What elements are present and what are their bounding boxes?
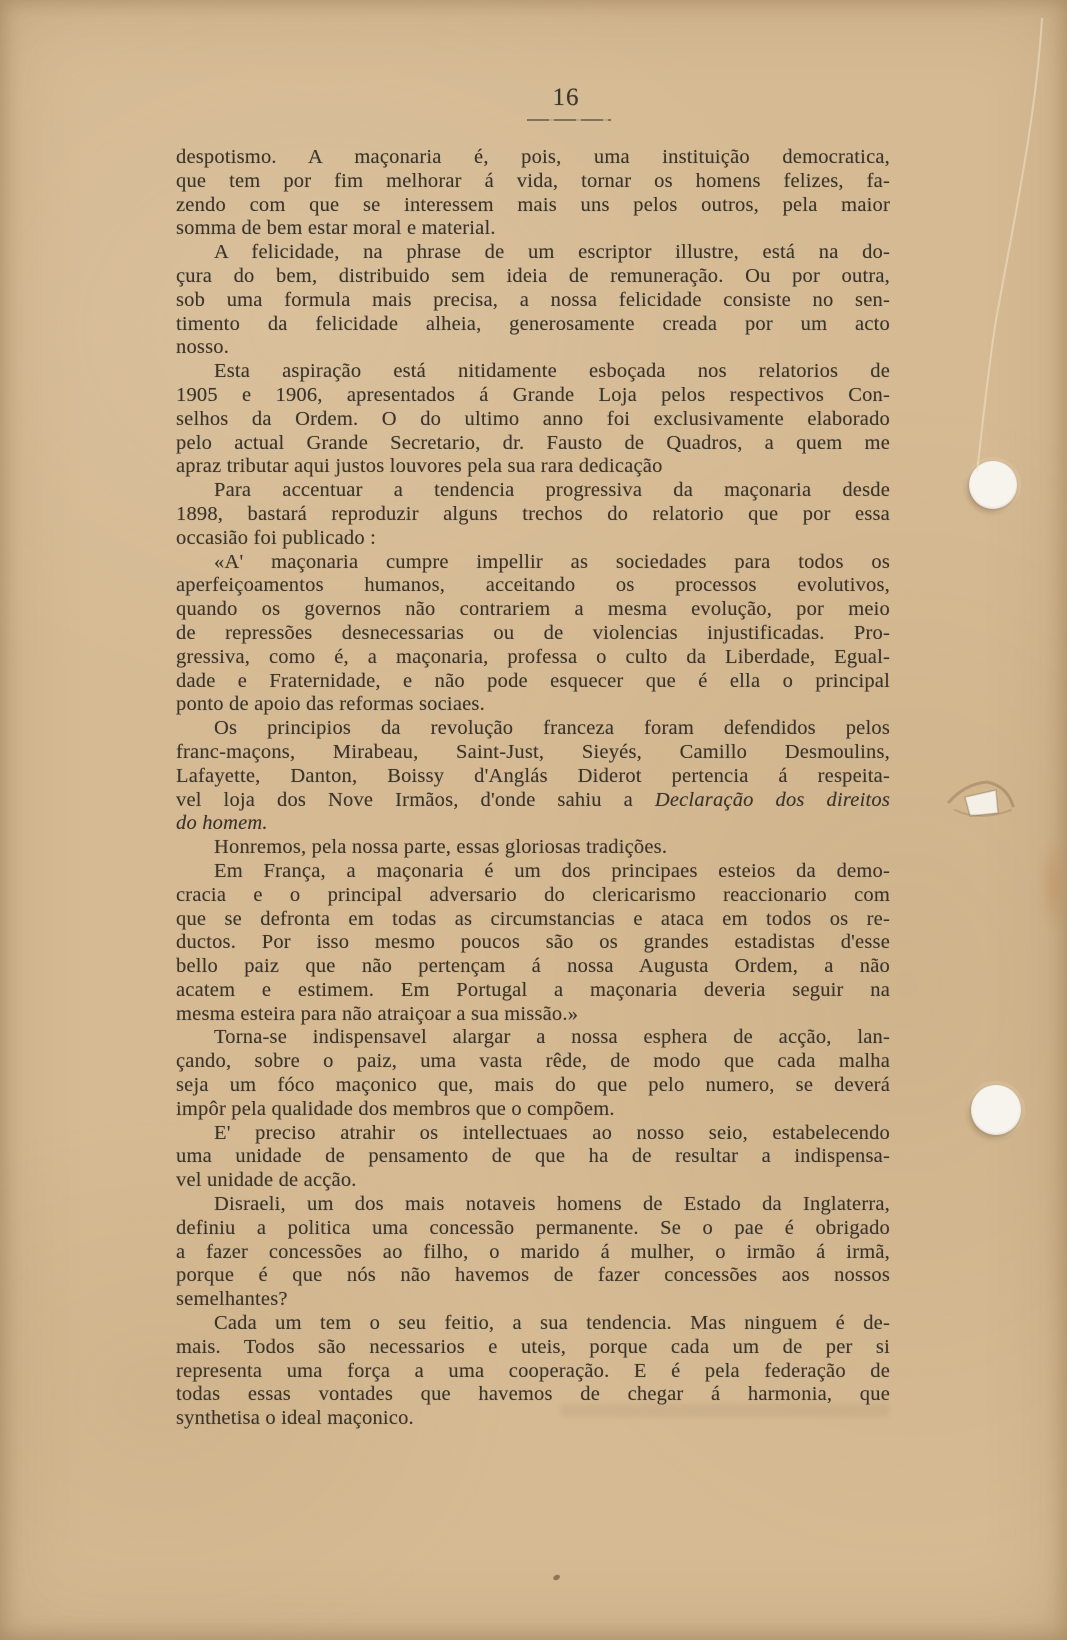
text-line: nosso. (176, 336, 230, 359)
text-line: vel loja dos Nove Irmãos, d'onde sahiu a Declaração dos direitos (176, 788, 890, 811)
text-line: franc-maçons, Mirabeau, Saint-Just, Sieyés, Camillo Desmoulins, (176, 740, 890, 763)
ink-speck (552, 1574, 560, 1581)
text-line: representa uma força a uma cooperação. E é pela federação de (176, 1359, 890, 1382)
text-line: do homem. (176, 812, 268, 835)
text-line: E' preciso atrahir os intellectuaes ao nosso seio, estabelecendo (214, 1121, 890, 1144)
text-line: porque é que nós não havemos de fazer concessões aos nossos (176, 1264, 890, 1287)
text-line: A felicidade, na phrase de um escriptor illustre, está na do- (214, 241, 890, 264)
text-line: bello paiz que não pertençam á nossa Augusta Ordem, a não (176, 955, 890, 978)
text-line: de repressões desnecessarias ou de violencias injustificadas. Pro- (176, 621, 890, 644)
text-line: mesma esteira para não atraiçoar a sua missão.» (176, 1002, 579, 1025)
text-line: seja um fóco maçonico que, mais do que pelo numero, se deverá (176, 1074, 890, 1097)
text-line: mais. Todos são necessarios e uteis, porque cada um de per si (176, 1335, 890, 1358)
text-line: vel unidade de acção. (176, 1169, 357, 1192)
text-line: 1898, bastará reproduzir alguns trechos do relatorio que por essa (176, 502, 890, 525)
text-line: gressiva, como é, a maçonaria, professa o culto da Liberdade, Egual- (176, 645, 890, 668)
text-line: despotismo. A maçonaria é, pois, uma instituição democratica, (176, 146, 890, 168)
punch-hole-bottom (971, 1085, 1021, 1135)
text-line: timento da felicidade alheia, generosamente creada por um acto (176, 312, 890, 335)
text-line: Para accentuar a tendencia progressiva da maçonaria desde (214, 479, 890, 502)
text-line: semelhantes? (176, 1288, 288, 1311)
page-number: 16 (552, 84, 580, 111)
text-line: sob uma formula mais precisa, a nossa felicidade consiste no sen- (176, 288, 890, 311)
text-line: definiu a politica uma concessão permanente. Se o pae é obrigado (176, 1216, 890, 1239)
text-line: dade e Fraternidade, e não pode esquecer que é ella o principal (176, 669, 890, 692)
text-line: Disraeli, um dos mais notaveis homens de Estado da Inglaterra, (214, 1193, 890, 1216)
text-line: Em França, a maçonaria é um dos principaes esteios da demo- (214, 859, 890, 882)
page-number-rule (527, 119, 611, 121)
text-line: Esta aspiração está nitidamente esboçada nos relatorios de (214, 360, 890, 383)
text-line: Lafayette, Danton, Boissy d'Anglás Diderot pertencia á respeita- (176, 764, 890, 787)
text-line: «A' maçonaria cumpre impellir as sociedades para todos os (214, 550, 890, 573)
text-line: acatem e estimem. Em Portugal a maçonaria deveria seguir na (176, 978, 890, 1001)
text-line: Cada um tem o seu feitio, a sua tendencia. Mas ninguem é de- (214, 1312, 890, 1335)
text-line: Honremos, pela nossa parte, essas gloriosas tradições. (214, 836, 668, 859)
text-line: impôr pela qualidade dos membros que o compõem. (176, 1097, 615, 1120)
text-line: aperfeiçoamentos humanos, acceitando os processos evolutivos, (176, 574, 890, 597)
text-line: çura do bem, distribuido sem ideia de remuneração. Ou por outra, (176, 264, 890, 287)
text-line: pelo actual Grande Secretario, dr. Fausto de Quadros, a quem me (176, 431, 890, 454)
text-line: somma de bem estar moral e material. (176, 217, 496, 240)
edge-smudge (1038, 838, 1067, 933)
text-line: ductos. Por isso mesmo poucos são os grandes estadistas d'esse (176, 931, 890, 954)
crease-line (950, 0, 1067, 480)
text-line: Torna-se indispensavel alargar a nossa esphera de acção, lan- (214, 1026, 890, 1049)
text-line: que tem por fim melhorar á vida, tornar os homens felizes, fa- (176, 169, 890, 192)
text-line: 1905 e 1906, apresentados á Grande Loja pelos respectivos Con- (176, 383, 890, 406)
text-line: quando os governos não contrariem a mesma evolução, por meio (176, 598, 890, 621)
text-line: todas essas vontades que havemos de chegar á harmonia, que (176, 1383, 890, 1406)
ghost-text-show-through (560, 1404, 890, 1417)
text-line: selhos da Ordem. O do ultimo anno foi exclusivamente elaborado (176, 407, 890, 430)
text-line: cracia e o principal adversario do clericarismo reaccionario com (176, 883, 890, 906)
text-line: çando, sobre o paiz, uma vasta rêde, de modo que cada malha (176, 1050, 890, 1073)
text-line: synthetisa o ideal maçonico. (176, 1407, 414, 1430)
text-line: a fazer concessões ao filho, o marido á mulher, o irmão á irmã, (176, 1240, 890, 1263)
text-line: apraz tributar aqui justos louvores pela sua rara dedicação (176, 455, 663, 478)
text-line: Os principios da revolução franceza foram defendidos pelos (214, 717, 890, 740)
text-block (176, 146, 890, 1431)
text-line: occasião foi publicado : (176, 526, 377, 549)
text-line: que se defronta em todas as circumstancias e ataca em todos os re- (176, 907, 890, 930)
paper-tear (935, 770, 1025, 830)
text-line: uma unidade de pensamento de que ha de resultar a indispensa- (176, 1145, 890, 1168)
text-line: zendo com que se interessem mais uns pelos outros, pela maior (176, 193, 890, 216)
text-line: ponto de apoio das reformas sociaes. (176, 693, 485, 716)
